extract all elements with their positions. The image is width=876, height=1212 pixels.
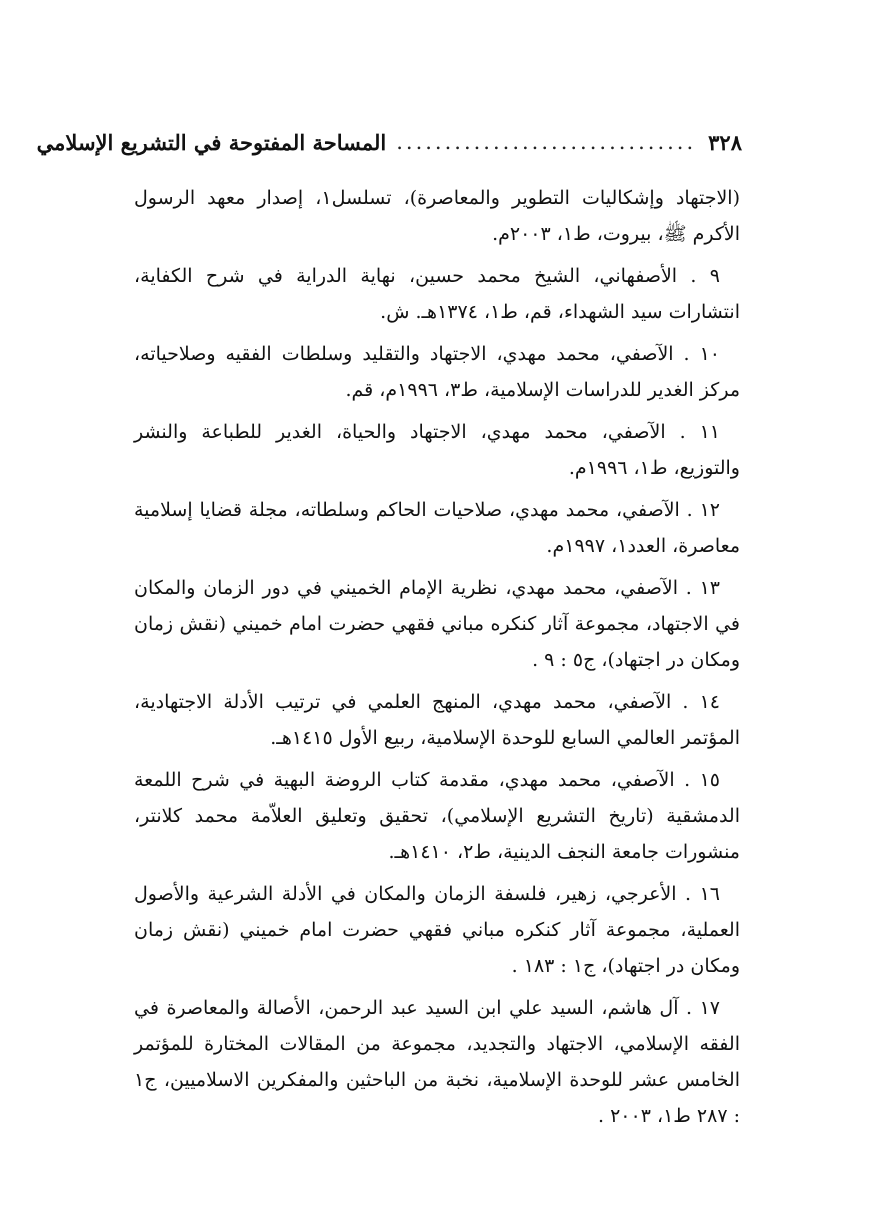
reference-entry: ١٧ . آل هاشم، السيد علي ابن السيد عبد الرحمن، الأصالة والمعاصرة في الفقه الإسلامي، الاجتهاد والتجديد، مجموعة من المقالات المختارة للمؤتمر الخامس عشر للوحدة الإسلامية، نخبة من الباحثين والمفكرين الاسلاميين، ج١ : ٢٨٧ ط١، ٢٠٠٣ . bbox=[134, 997, 740, 1127]
reference-entry: ١٢ . الآصفي، محمد مهدي، صلاحيات الحاكم وسلطاته، مجلة قضايا إسلامية معاصرة، العدد١، ١٩٩٧م. bbox=[134, 499, 740, 557]
reference-entry: ١٠ . الآصفي، محمد مهدي، الاجتهاد والتقليد وسلطات الفقيه وصلاحياته، مركز الغدير للدراسات الإسلامية، ط٣، ١٩٩٦م، قم. bbox=[134, 343, 740, 401]
reference-entry: ١٤ . الآصفي، محمد مهدي، المنهج العلمي في ترتيب الأدلة الاجتهادية، المؤتمر العالمي السابع للوحدة الإسلامية، ربيع الأول ١٤١٥هـ. bbox=[134, 691, 740, 749]
book-title: المساحة المفتوحة في التشريع الإسلامي bbox=[36, 129, 387, 155]
page-number: ٣٢٨ bbox=[708, 129, 742, 155]
running-header bbox=[36, 122, 742, 162]
reference-entry: ١٥ . الآصفي، محمد مهدي، مقدمة كتاب الروضة البهية في شرح اللمعة الدمشقية (تاريخ التشريع الإسلامي)، تحقيق وتعليق العلاّمة محمد كلانتر، منشورات جامعة النجف الدينية، ط٢، ١٤١٠هـ. bbox=[134, 769, 740, 863]
reference-entry: ١٣ . الآصفي، محمد مهدي، نظرية الإمام الخميني في دور الزمان والمكان في الاجتهاد، مجموعة آثار كنكره مباني فقهي حضرت امام خميني (نقش زمان ومكان در اجتهاد)، ج٥ : ٩ . bbox=[134, 577, 740, 671]
reference-entry: ٩ . الأصفهاني، الشيخ محمد حسين، نهاية الدراية في شرح الكفاية، انتشارات سيد الشهداء، قم، ط١، ١٣٧٤هـ. ش. bbox=[134, 265, 740, 323]
reference-list bbox=[134, 180, 740, 1140]
reference-entry: ١١ . الآصفي، محمد مهدي، الاجتهاد والحياة، الغدير للطباعة والنشر والتوزيع، ط١، ١٩٩٦م. bbox=[134, 421, 740, 479]
reference-entry: (الاجتهاد وإشكاليات التطوير والمعاصرة)، تسلسل١، إصدار معهد الرسول الأكرم ﷺ، بيروت، ط١، ٢٠٠٣م. bbox=[134, 187, 740, 245]
leader-dots: ............................... bbox=[396, 130, 697, 154]
reference-entry: ١٦ . الأعرجي، زهير، فلسفة الزمان والمكان في الأدلة الشرعية والأصول العملية، مجموعة آثار كنكره مباني فقهي حضرت امام خميني (نقش زمان ومكان در اجتهاد)، ج١ : ١٨٣ . bbox=[134, 883, 740, 977]
